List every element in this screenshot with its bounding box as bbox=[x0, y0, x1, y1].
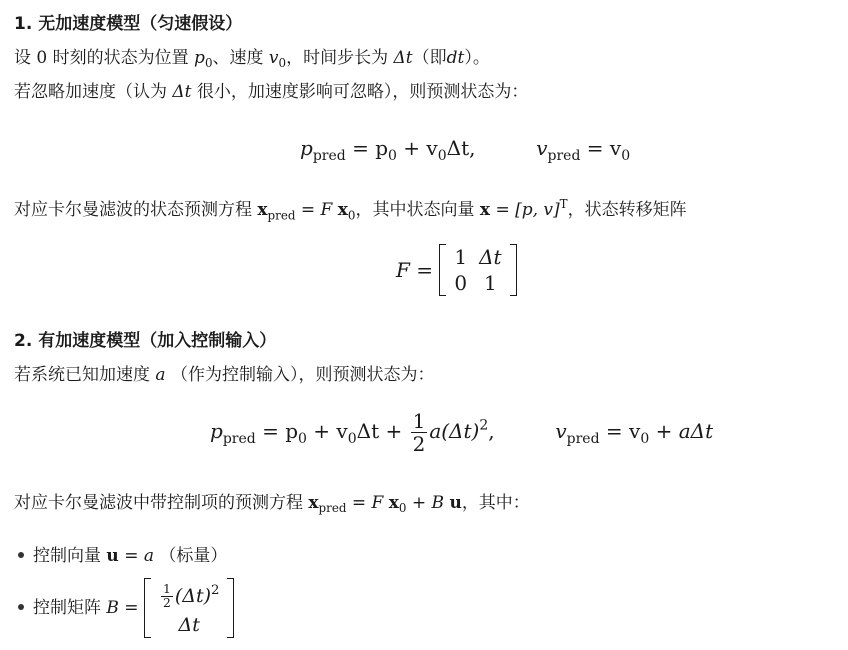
fraction-half bbox=[411, 410, 428, 455]
text: 若系统已知加速度 bbox=[14, 365, 150, 385]
text: 对应卡尔曼滤波中带控制项的预测方程 bbox=[14, 493, 303, 513]
math-sub: 0 bbox=[347, 208, 356, 223]
matrix-B bbox=[144, 578, 235, 638]
text: （即 bbox=[412, 48, 447, 68]
fraction-denominator: 2 bbox=[412, 432, 426, 456]
bullet-icon bbox=[18, 552, 24, 558]
text: 对应卡尔曼滤波的状态预测方程 bbox=[14, 200, 252, 221]
math-term: (Δt) bbox=[174, 584, 211, 607]
math-sub: pred bbox=[547, 147, 581, 164]
math-sub: 0 bbox=[347, 430, 357, 447]
text: 很小，加速度影响可忽略），则预测状态为： bbox=[196, 82, 529, 102]
math-a: a bbox=[155, 365, 166, 385]
math-p: p bbox=[194, 48, 205, 68]
math-rhs: = v bbox=[605, 419, 641, 443]
section-2-heading: 2. 有加速度模型（加入控制输入） bbox=[14, 331, 277, 351]
section-2-kalman-line bbox=[14, 492, 530, 519]
math-sub: pred bbox=[318, 501, 347, 516]
math-lhs: B = bbox=[106, 598, 139, 619]
math-sup: 2 bbox=[479, 417, 489, 434]
math-x: x bbox=[308, 493, 319, 513]
math-f: = F bbox=[300, 200, 333, 221]
text: ，其中状态向量 bbox=[355, 200, 475, 221]
math-plus: + v bbox=[313, 419, 348, 443]
math-dt: Δt bbox=[393, 48, 413, 68]
section-2-intro-line bbox=[14, 364, 434, 386]
math-plus: + B bbox=[411, 493, 445, 513]
math-sub: 0 bbox=[621, 147, 631, 164]
math-zero: 0 bbox=[36, 48, 48, 68]
math-dt: Δt, bbox=[446, 136, 476, 160]
text: ）。 bbox=[464, 48, 490, 68]
text: ，时间步长为 bbox=[286, 48, 389, 68]
math-plus: + v bbox=[403, 136, 438, 160]
math-v: v bbox=[536, 136, 548, 160]
fraction-denominator: 2 bbox=[162, 596, 171, 611]
matrix-F-equation bbox=[396, 244, 517, 296]
text: 时刻的状态为位置 bbox=[52, 48, 189, 68]
math-sub: pred bbox=[222, 430, 256, 447]
text: ，状态转移矩阵 bbox=[567, 200, 687, 221]
text: 、速度 bbox=[212, 48, 264, 68]
bullet-control-vector bbox=[14, 545, 227, 567]
matrix-F bbox=[439, 244, 516, 296]
math-rhs: = a bbox=[124, 546, 154, 566]
text: （标量） bbox=[159, 546, 228, 566]
matrix-cell: 1 bbox=[454, 245, 468, 269]
math-dt: dt bbox=[446, 48, 465, 68]
math-lhs: F = bbox=[396, 258, 433, 282]
math-sub: 0 bbox=[388, 147, 397, 164]
math-term: a(Δt) bbox=[429, 419, 480, 443]
math-p: p bbox=[300, 136, 313, 160]
math-f: = F bbox=[351, 493, 384, 513]
matrix-cell bbox=[153, 578, 226, 612]
math-u: u bbox=[106, 546, 119, 566]
bullet-control-matrix bbox=[14, 578, 234, 638]
text: 若忽略加速度（认为 bbox=[14, 82, 167, 102]
section-1-kalman-line bbox=[14, 193, 687, 226]
math-sub: 0 bbox=[278, 56, 287, 71]
equation-constant-velocity bbox=[300, 136, 630, 164]
bullet-icon bbox=[18, 604, 24, 610]
math-sub: 0 bbox=[398, 501, 407, 516]
equation-constant-acceleration bbox=[210, 410, 713, 455]
math-rhs: = v bbox=[586, 136, 622, 160]
section-1-heading: 1. 无加速度模型（匀速假设） bbox=[14, 14, 243, 34]
matrix-cell: Δt bbox=[479, 245, 502, 269]
math-rhs: = p bbox=[262, 419, 298, 443]
math-sub: pred bbox=[267, 208, 296, 223]
math-sub: pred bbox=[312, 147, 346, 164]
math-sub: 0 bbox=[204, 56, 213, 71]
math-sub: 0 bbox=[298, 430, 307, 447]
math-x: x bbox=[337, 200, 348, 221]
section-1-intro-line bbox=[14, 47, 490, 74]
math-v: v bbox=[268, 48, 279, 68]
math-sup: T bbox=[559, 197, 568, 211]
text: 设 bbox=[14, 48, 31, 68]
math-p: p bbox=[210, 419, 223, 443]
fraction-numerator: 1 bbox=[162, 581, 171, 596]
text: 控制矩阵 bbox=[33, 598, 101, 619]
math-sub: 0 bbox=[437, 147, 447, 164]
math-x: x bbox=[388, 493, 399, 513]
matrix-cell: Δt bbox=[178, 614, 200, 637]
math-sub: pred bbox=[566, 430, 600, 447]
math-dt: Δt + bbox=[356, 419, 403, 443]
math-sup: 2 bbox=[211, 583, 220, 598]
text: （作为控制输入），则预测状态为： bbox=[170, 365, 435, 385]
fraction-half bbox=[161, 583, 173, 611]
math-sub: 0 bbox=[640, 430, 650, 447]
math-comma: , bbox=[488, 419, 495, 443]
math-rhs: = p bbox=[352, 136, 388, 160]
text: 控制向量 bbox=[33, 546, 101, 566]
section-1-assumption-line bbox=[14, 81, 528, 103]
text: ，其中： bbox=[461, 493, 530, 513]
math-term: + aΔt bbox=[655, 419, 714, 443]
math-u: u bbox=[449, 493, 462, 513]
math-v: v bbox=[555, 419, 567, 443]
matrix-cell: 1 bbox=[483, 271, 497, 295]
math-x: x bbox=[479, 200, 491, 221]
fraction-numerator: 1 bbox=[412, 409, 426, 433]
math-vector: = [p, v] bbox=[495, 200, 560, 221]
math-dt: Δt bbox=[172, 82, 192, 102]
math-x: x bbox=[257, 200, 268, 221]
matrix-cell: 0 bbox=[454, 271, 468, 295]
